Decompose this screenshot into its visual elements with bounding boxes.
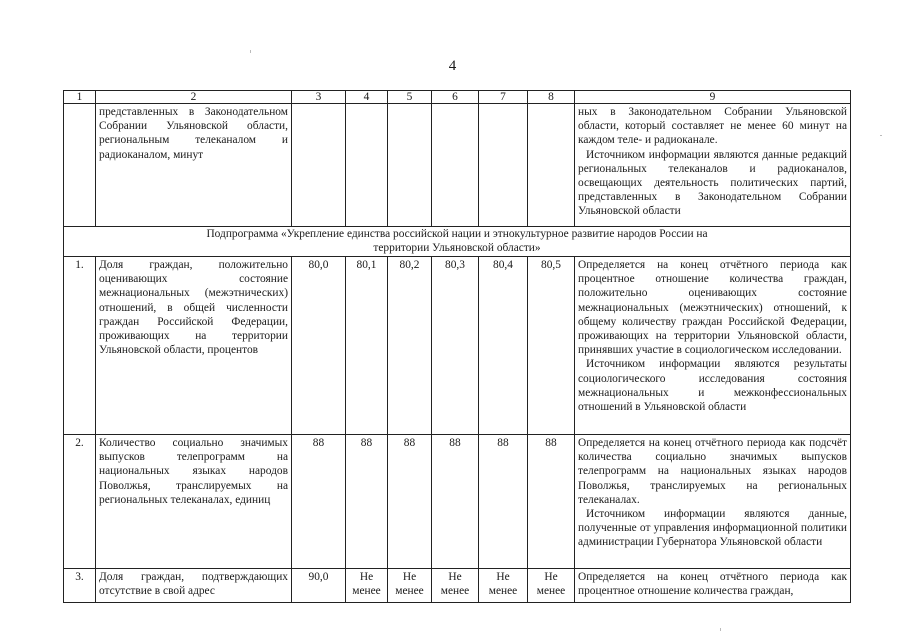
value-cell: 80,3 <box>432 257 479 435</box>
column-header: 2 <box>96 91 292 104</box>
indicators-table <box>63 90 851 603</box>
description-paragraph: ных в Законодательном Собрании Ульяновской области, который составляет не менее 60 минут на каждом теле- и радиоканале. <box>578 106 847 147</box>
value-cell: 80,1 <box>346 257 388 435</box>
value-text: Не <box>496 571 510 583</box>
value-text: Не <box>448 571 462 583</box>
table-row <box>64 257 851 435</box>
value-cell: 88 <box>388 435 432 569</box>
value-cell <box>479 569 528 603</box>
column-header: 6 <box>432 91 479 104</box>
column-header: 4 <box>346 91 388 104</box>
value-cell <box>292 569 346 603</box>
column-header: 9 <box>575 91 851 104</box>
value-cell <box>528 569 575 603</box>
value-cell: 80,4 <box>479 257 528 435</box>
value-cell: 88 <box>479 435 528 569</box>
value-cell: 88 <box>432 435 479 569</box>
scan-speck <box>720 628 721 631</box>
table-row <box>64 435 851 569</box>
indicator-name: Доля граждан, подтверждающих отсутствие в свой адрес <box>96 569 292 603</box>
value-text: 90,0 <box>308 571 329 583</box>
description-source: Источником информации являются результаты социологического исследования состояния межнациональных и межконфессиональных отношений в Ульяновской области <box>578 358 847 414</box>
row-number: 2. <box>64 435 96 569</box>
description-source: Источником информации являются данные редакций региональных телеканалов и радиоканалов, освещающих деятельность политических партий, представленных в Законодательном Собрании Ульяновской области <box>578 148 847 218</box>
value-text: Не <box>359 571 374 583</box>
description-paragraph: Определяется на конец отчётного периода как процентное отношение количества граждан, положительно оценивающих состояние межнациональных (межэтнических) отношений, к общему количеству граждан Российской Федерации, проживающих на территории Ульяновской области, принявших участие в социологическом исследовании. <box>578 259 847 357</box>
value-text: менее <box>536 585 566 598</box>
value-text: Не <box>544 571 558 583</box>
value-text: менее <box>395 585 424 598</box>
value-cell <box>388 569 432 603</box>
value-cell <box>346 569 388 603</box>
indicator-name: Количество социально значимых выпусков телепрограмм на национальных языках народов Поволжья, транслируемых на региональных телеканалах, единиц <box>96 435 292 569</box>
value-cell <box>432 569 479 603</box>
value-cell: 88 <box>292 435 346 569</box>
column-header: 3 <box>292 91 346 104</box>
indicator-description <box>575 257 851 435</box>
table-row <box>64 569 851 603</box>
indicator-name: Доля граждан, положительно оценивающих состояние межнациональных (межэтнических) отношений, в общей численности граждан Российской Федерации, проживающих на территории Ульяновской области, процентов <box>96 257 292 435</box>
scan-speck <box>250 50 251 53</box>
indicator-description <box>575 435 851 569</box>
value-text: менее <box>488 585 518 598</box>
column-header: 7 <box>479 91 528 104</box>
scan-speck <box>880 135 882 136</box>
column-header-row <box>64 91 851 104</box>
value-text: менее <box>352 585 381 598</box>
indicator-description <box>575 104 851 227</box>
description-paragraph: Определяется на конец отчётного периода как подсчёт количества социально значимых выпусков телепрограмм на национальных языках народов Поволжья, транслируемых на региональных телеканалах. <box>578 437 847 506</box>
subprogram-title: Подпрограмма «Укрепление единства российской нации и этнокультурное развитие народов России на территории Ульяновской области» <box>64 227 851 257</box>
value-text: менее <box>440 585 470 598</box>
value-text: Не <box>402 571 417 583</box>
indicator-description <box>575 569 851 603</box>
row-number: 3. <box>64 569 96 603</box>
value-cell: 88 <box>528 435 575 569</box>
continued-row <box>64 104 851 227</box>
value-cell: 88 <box>346 435 388 569</box>
row-number: 1. <box>64 257 96 435</box>
column-header: 5 <box>388 91 432 104</box>
value-cell: 80,0 <box>292 257 346 435</box>
value-cell: 80,2 <box>388 257 432 435</box>
description-source: Источником информации являются данные, полученные от управления информационной политики администрации Губернатора Ульяновской области <box>578 508 847 549</box>
description-paragraph: Определяется на конец отчётного периода как процентное отношение количества граждан, <box>578 571 847 598</box>
value-cell: 80,5 <box>528 257 575 435</box>
column-header: 1 <box>64 91 96 104</box>
page-number: 4 <box>448 58 457 74</box>
column-header: 8 <box>528 91 575 104</box>
indicator-name: представленных в Законодательном Собрании Ульяновской области, региональным телеканалом и радиоканалом, минут <box>96 104 292 227</box>
subprogram-row <box>64 227 851 257</box>
